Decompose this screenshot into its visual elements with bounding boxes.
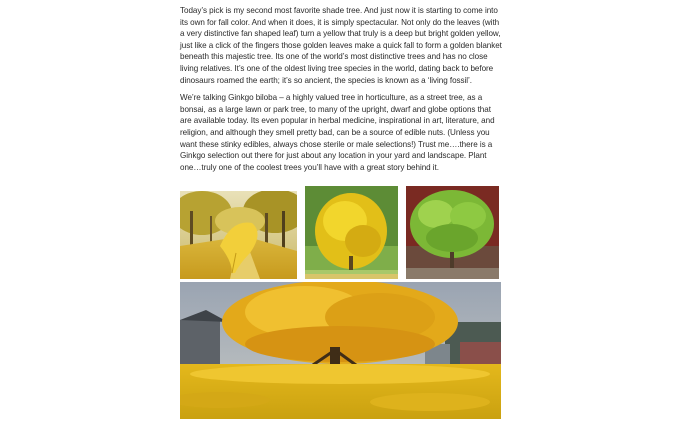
green-ginkgo-foliage-photo [406, 186, 499, 279]
article-paragraph-2: We’re talking Ginkgo biloba – a highly valued tree in horticulture, as a street tree, as a bonsai, as a large lawn or park tree, to many of the upright, dwarf and globe options that are available today. Its even popular in herbal medicine, inspirational in art, literature, and religion, and although they smell pretty bad, can be a source of edible nuts. (Unless you want these stinky edibles, always chose sterile or male selections!) Trust me….there is a Ginkgo selection out there for just about any location in your yard and landscape. Plant one…truly one of the coolest trees you’ll have with a great story behind it. [180, 93, 495, 172]
ginkgo-leaf-avenue-photo [180, 191, 297, 279]
golden-ginkgo-tree-photo [305, 186, 398, 279]
ancient-ginkgo-temple-photo [180, 282, 501, 419]
article [180, 5, 502, 179]
article-paragraph-1: Today’s pick is my second most favorite shade tree. And just now it is starting to come into its own for fall color. And when it does, it is simply spectacular. Not only do the leaves (with a very distinctive fan shaped leaf) turn a yellow that truly is a deep but bright golden yellow, just like a click of the fingers those golden leaves make a quick fall to form a golden blanket beneath this majestic tree. Its one of the world’s most distinctive trees and has no close living relatives. It’s one of the oldest living tree species in the world, dating back to before dinosaurs roamed the earth; it’s so ancient, the species is known as a ‘living fossil’. [180, 6, 502, 85]
